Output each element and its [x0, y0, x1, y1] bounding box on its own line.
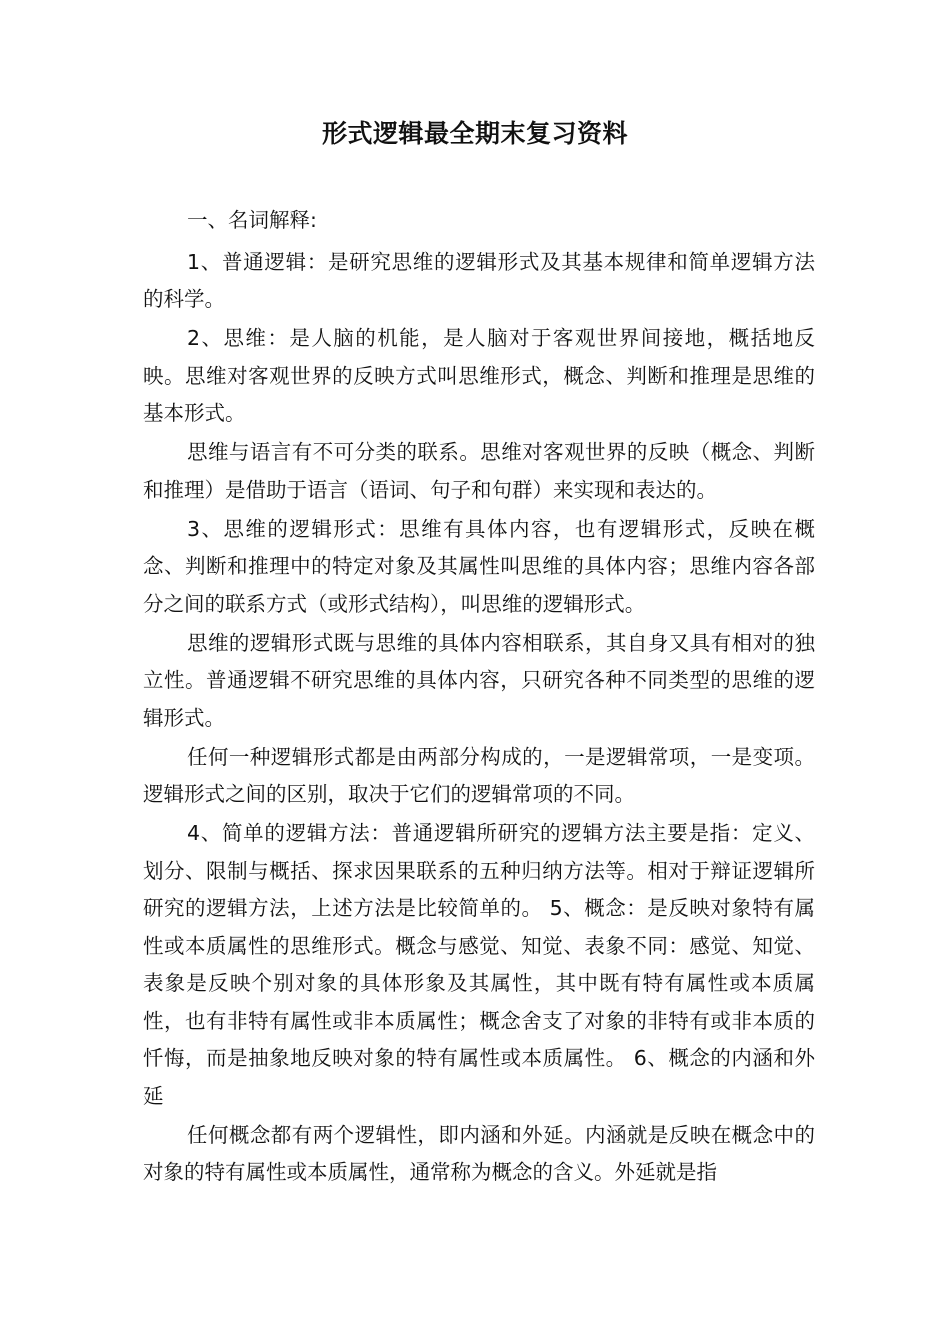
paragraph-logical-form-independence: 思维的逻辑形式既与思维的具体内容相联系，其自身又具有相对的独立性。普通逻辑不研究思维的具体内容，只研究各种不同类型的思维的逻辑形式。 [143, 630, 815, 730]
document-title: 形式逻辑最全期末复习资料 [321, 119, 628, 148]
section-heading: 一、名词解释: [187, 208, 317, 232]
paragraph-definition-general-logic: 1、普通逻辑：是研究思维的逻辑形式及其基本规律和简单逻辑方法的科学。 [143, 249, 815, 311]
paragraph-intension-extension: 任何概念都有两个逻辑性，即内涵和外延。内涵就是反映在概念中的对象的特有属性或本质属性，通常称为概念的含义。外延就是指 [143, 1122, 815, 1184]
paragraph-logical-form: 3、思维的逻辑形式：思维有具体内容，也有逻辑形式，反映在概念、判断和推理中的特定对象及其属性叫思维的具体内容；思维内容各部分之间的联系方式（或形式结构），叫思维的逻辑形式。 [143, 516, 815, 616]
paragraph-simple-logic-methods: 4、简单的逻辑方法：普通逻辑所研究的逻辑方法主要是指：定义、划分、限制与概括、探求因果联系的五种归纳方法等。相对于辩证逻辑所研究的逻辑方法，上述方法是比较简单的。 5、概念：是反映对象特有属性或本质属性的思维形式。概念与感觉、知觉、表象不同：感觉、知觉、表象是反映个别对象的具体形象及其属性，其中既有特有属性或本质属性，也有非特有属性或非本质属性；概念舍支了对象的非特有或非本质的忏悔，而是抽象地反映对象的特有属性或本质属性。 6、概念的内涵和外延 [143, 821, 815, 1108]
paragraph-logical-constants: 任何一种逻辑形式都是由两部分构成的，一是逻辑常项，一是变项。逻辑形式之间的区别，取决于它们的逻辑常项的不同。 [143, 744, 815, 806]
paragraph-thinking-and-language: 思维与语言有不可分类的联系。思维对客观世界的反映（概念、判断和推理）是借助于语言（语词、句子和句群）来实现和表达的。 [143, 440, 815, 502]
document-body [143, 202, 815, 1193]
paragraph-definition-thinking: 2、思维：是人脑的机能，是人脑对于客观世界间接地，概括地反映。思维对客观世界的反映方式叫思维形式，概念、判断和推理是思维的基本形式。 [143, 326, 815, 425]
